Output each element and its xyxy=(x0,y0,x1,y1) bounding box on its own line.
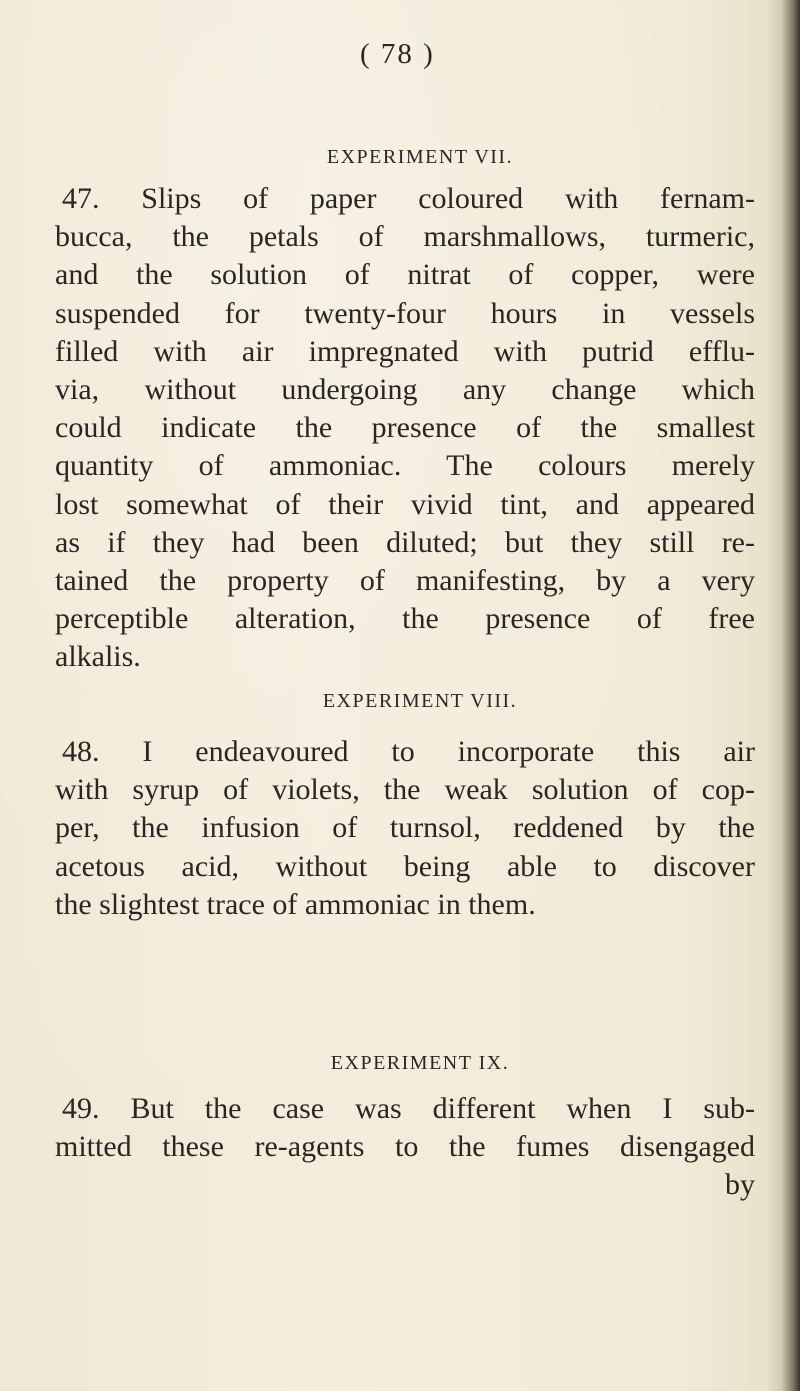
text-line: acetous acid, without being able to discover xyxy=(55,849,755,883)
text-line: quantity of ammoniac. The colours merely xyxy=(55,449,755,483)
catchword: by xyxy=(725,1168,755,1202)
text-line: filled with air impregnated with putrid efflu- xyxy=(55,334,755,368)
text-line: perceptible alteration, the presence of free xyxy=(55,602,755,636)
text-line: 48. I endeavoured to incorporate this air xyxy=(62,735,755,768)
text-line: 49. But the case was different when I sub- xyxy=(62,1092,755,1125)
text-line: the slightest trace of ammoniac in them. xyxy=(55,887,536,921)
text-line: 47. Slips of paper coloured with fernam- xyxy=(62,182,755,215)
text-line: alkalis. xyxy=(55,640,141,674)
text-line: with syrup of violets, the weak solution of cop- xyxy=(55,773,755,807)
experiment-paragraph xyxy=(55,180,755,677)
page-number: ( 78 ) xyxy=(360,38,435,70)
text-line: bucca, the petals of marshmallows, turmeric, xyxy=(55,220,755,254)
experiment-heading: EXPERIMENT VIII. xyxy=(322,690,518,712)
text-line: per, the infusion of turnsol, reddened by the xyxy=(55,811,755,845)
text-line: and the solution of nitrat of copper, were xyxy=(55,258,755,292)
experiment-paragraph xyxy=(55,1090,755,1205)
text-line: as if they had been diluted; but they still re- xyxy=(55,525,755,559)
experiment-paragraph xyxy=(55,733,755,924)
experiment-heading: EXPERIMENT IX. xyxy=(330,1052,510,1074)
text-line: via, without undergoing any change which xyxy=(55,373,755,407)
text-line: mitted these re-agents to the fumes disengaged xyxy=(55,1130,755,1164)
experiment-heading: EXPERIMENT VII. xyxy=(326,146,514,168)
text-line: could indicate the presence of the smallest xyxy=(55,411,755,445)
text-line: tained the property of manifesting, by a very xyxy=(55,564,755,598)
text-line: lost somewhat of their vivid tint, and appeared xyxy=(55,487,755,521)
text-line: suspended for twenty-four hours in vessels xyxy=(55,296,755,330)
